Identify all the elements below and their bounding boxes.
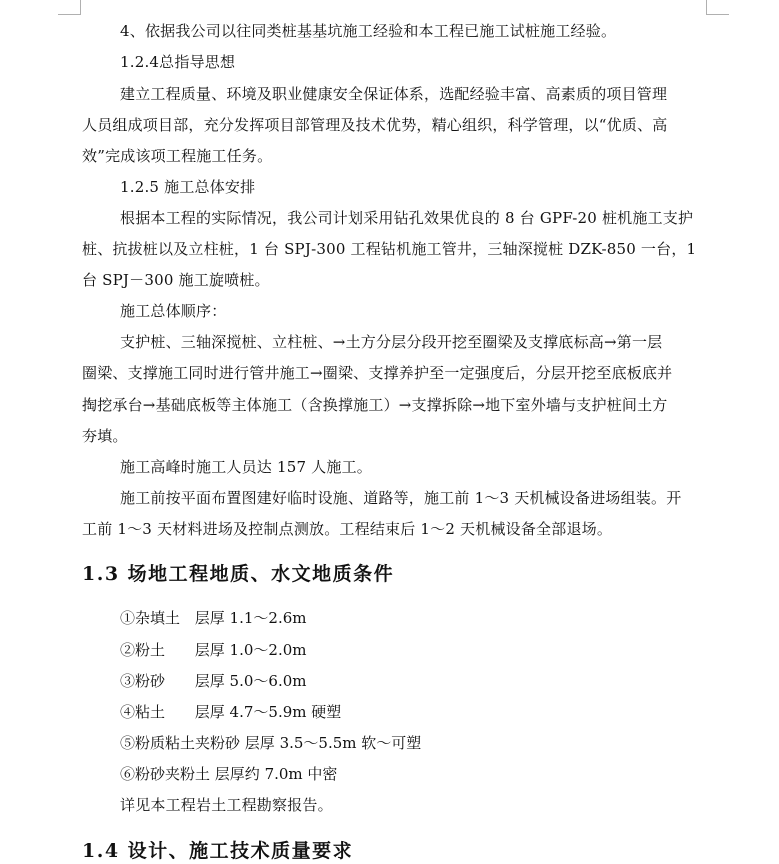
soil-layer-value: 层厚 3.5～5.5m 软～可塑 bbox=[244, 734, 422, 752]
subheading-125: 1.2.5 施工总体安排 bbox=[120, 178, 256, 196]
soil-layer-label: ④粘土 bbox=[120, 703, 166, 721]
soil-layer-label: ⑥粉砂夹粉土 bbox=[120, 765, 211, 783]
soil-layer-item bbox=[120, 640, 306, 660]
paragraph-line: 支护桩、三轴深搅桩、立柱桩、→土方分层分段开挖至圈梁及支撑底标高→第一层 bbox=[120, 333, 663, 351]
paragraph-line: 圈梁、支撑施工同时进行管井施工→圈梁、支撑养护至一定强度后，分层开挖至底板底并 bbox=[82, 364, 673, 382]
paragraph-line: 台 SPJ－300 施工旋喷桩。 bbox=[82, 271, 270, 289]
paragraph-line: 效”完成该项工程施工任务。 bbox=[82, 147, 273, 165]
soil-layer-item bbox=[120, 671, 306, 691]
paragraph-line: 施工高峰时施工人员达 157 人施工。 bbox=[120, 458, 372, 476]
soil-layer-value: 层厚约 7.0m 中密 bbox=[214, 765, 338, 783]
paragraph-line: 掏挖承台→基础底板等主体施工（含换撑施工）→支撑拆除→地下室外墙与支护桩间土方 bbox=[82, 396, 668, 414]
paragraph-line: 桩、抗拔桩以及立柱桩，1 台 SPJ-300 工程钻机施工管井，三轴深搅桩 DZK-850 一台，1 bbox=[82, 240, 697, 258]
paragraph-line: 根据本工程的实际情况，我公司计划采用钻孔效果优良的 8 台 GPF-20 桩机施工支护 bbox=[120, 209, 694, 227]
soil-layer-item bbox=[120, 733, 421, 753]
paragraph-line: 建立工程质量、环境及职业健康安全保证体系，选配经验丰富、高素质的项目管理 bbox=[120, 85, 668, 103]
soil-layer-value: 层厚 5.0～6.0m bbox=[194, 672, 307, 690]
soil-layer-label: ①杂填土 bbox=[120, 609, 181, 627]
section-heading-14: 1.4 设计、施工技术质量要求 bbox=[82, 840, 354, 862]
soil-layer-value: 层厚 4.7～5.9m 硬塑 bbox=[194, 703, 342, 721]
report-note: 详见本工程岩土工程勘察报告。 bbox=[120, 796, 333, 814]
soil-layer-item bbox=[120, 702, 341, 722]
paragraph-line: 工前 1～3 天材料进场及控制点测放。工程结束后 1～2 天机械设备全部退场。 bbox=[82, 520, 613, 538]
section-heading-13: 1.3 场地工程地质、水文地质条件 bbox=[82, 563, 395, 585]
page-corner-mark-left bbox=[58, 0, 81, 15]
paragraph-line: 施工前按平面布置图建好临时设施、道路等，施工前 1～3 天机械设备进场组装。开 bbox=[120, 489, 682, 507]
soil-layer-item bbox=[120, 608, 306, 628]
soil-layer-value: 层厚 1.0～2.0m bbox=[194, 641, 307, 659]
soil-layer-label: ⑤粉质粘土夹粉砂 bbox=[120, 734, 241, 752]
soil-layer-value: 层厚 1.1～2.6m bbox=[194, 609, 307, 627]
soil-layer-label: ②粉土 bbox=[120, 641, 166, 659]
paragraph-line: 夯填。 bbox=[82, 427, 128, 445]
soil-layer-label: ③粉砂 bbox=[120, 672, 166, 690]
paragraph-line: 4、依据我公司以往同类桩基基坑施工经验和本工程已施工试桩施工经验。 bbox=[120, 22, 617, 40]
paragraph-line: 施工总体顺序： bbox=[120, 302, 227, 320]
page-corner-mark-right bbox=[706, 0, 729, 15]
subheading-124: 1.2.4总指导思想 bbox=[120, 53, 236, 71]
soil-layer-item bbox=[120, 764, 337, 784]
paragraph-line: 人员组成项目部，充分发挥项目部管理及技术优势，精心组织，科学管理，以“优质、高 bbox=[82, 116, 668, 134]
